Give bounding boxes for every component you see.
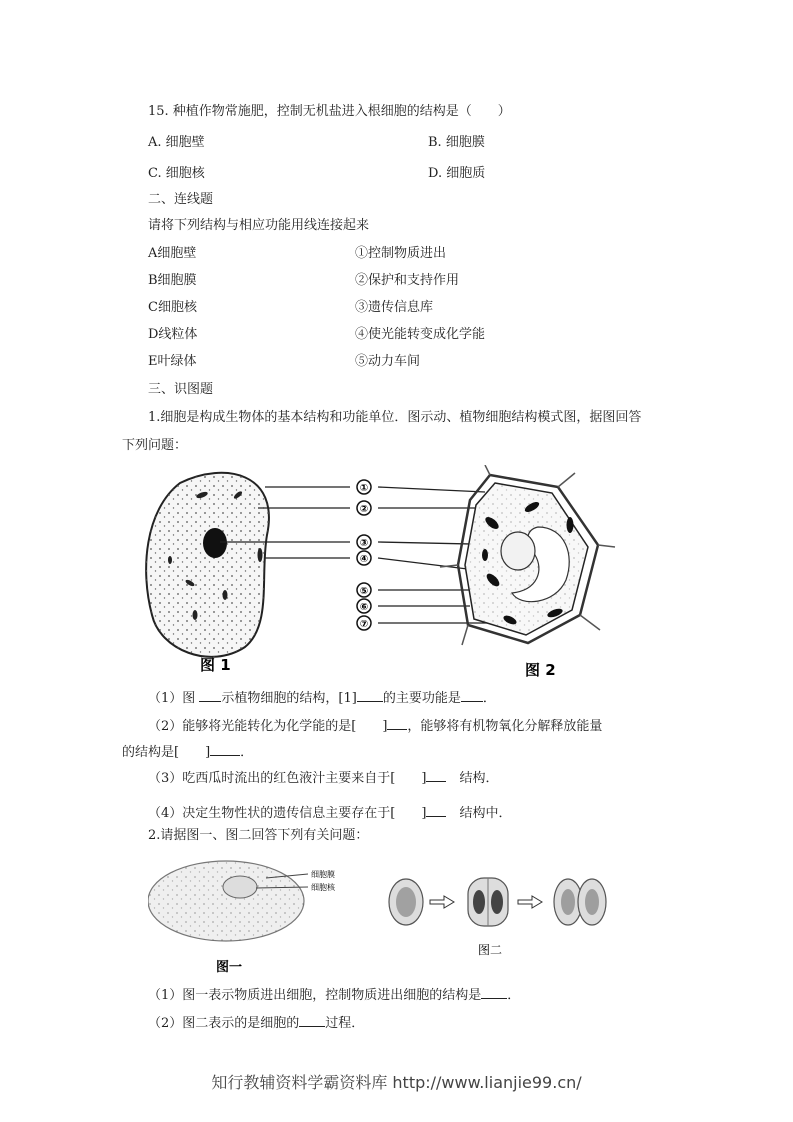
plant-nucleus [501, 532, 535, 570]
arrow-icon [430, 896, 454, 908]
q2-sub1: （1）图一表示物质进出细胞，控制物质进出细胞的结构是 ． [148, 984, 520, 1005]
fig-label-6: ⑥ [359, 602, 369, 613]
blank-1a[interactable] [199, 687, 221, 702]
blank-1c[interactable] [461, 687, 483, 702]
fig-label-3: ③ [359, 538, 369, 549]
option-b: B. 细胞膜 [428, 135, 485, 150]
blank-4[interactable] [426, 802, 446, 817]
option-d: D. 细胞质 [428, 166, 486, 181]
match-left-b: B细胞膜 [148, 273, 197, 288]
fig2-caption: 图 2 [525, 661, 556, 679]
question-15-stem: 15. 种植作物常施肥，控制无机盐进入根细胞的结构是（ ） [148, 104, 511, 119]
q2-text: 2.请据图一、图二回答下列有关问题： [148, 828, 369, 843]
figure-one [148, 856, 348, 976]
figB-caption: 图二 [478, 943, 503, 957]
section3-heading: 三、识图题 [148, 382, 214, 397]
match-right-1: ①控制物质进出 [355, 246, 447, 261]
figure-one-nucleus [223, 876, 257, 898]
fig-label-2: ② [359, 504, 369, 515]
blank-q2-2[interactable] [299, 1012, 325, 1027]
sub4: （4）决定生物性状的遗传信息主要存在于[ ] 结构中． [148, 802, 511, 823]
match-right-2: ②保护和支持作用 [355, 273, 460, 288]
figure-two [378, 864, 618, 959]
blank-2b[interactable] [210, 741, 240, 756]
sub1: （1）图 示植物细胞的结构，[1] 的主要功能是 ． [148, 687, 496, 708]
option-a: A. 细胞壁 [148, 135, 205, 150]
animal-nucleus [203, 528, 227, 558]
match-right-5: ⑤动力车间 [355, 354, 421, 369]
fig-label-7: ⑦ [359, 619, 369, 630]
match-left-d: D线粒体 [148, 327, 198, 342]
q2-sub2: （2）图二表示的是细胞的 过程． [148, 1012, 364, 1033]
figA-label-nucleus: 细胞核 [311, 883, 335, 892]
blank-3[interactable] [426, 767, 446, 782]
sub2-line1: （2）能够将光能转化为化学能的是[ ] ，能够将有机物氧化分解释放能量 [148, 715, 602, 736]
blank-2a[interactable] [387, 715, 407, 730]
match-right-3: ③遗传信息库 [355, 300, 434, 315]
fig-label-5: ⑤ [359, 586, 369, 597]
match-left-a: A细胞壁 [148, 246, 197, 261]
figA-label-membrane: 细胞膜 [311, 870, 335, 879]
match-left-e: E叶绿体 [148, 354, 197, 369]
blank-1b[interactable] [357, 687, 383, 702]
sub2-line2: 的结构是[ ] ． [122, 741, 253, 762]
fig-label-1: ① [359, 483, 369, 494]
q1-text-line1: 1.细胞是构成生物体的基本结构和功能单位．图示动、植物细胞结构模式图，据图回答 [148, 410, 642, 425]
match-right-4: ④使光能转变成化学能 [355, 327, 486, 342]
section2-heading: 二、连线题 [148, 192, 214, 207]
match-left-c: C细胞核 [148, 300, 197, 315]
figA-caption: 图一 [216, 960, 243, 975]
fig-label-4: ④ [359, 554, 369, 565]
blank-q2-1[interactable] [481, 984, 507, 999]
sub3: （3）吃西瓜时流出的红色液汁主要来自于[ ] 结构． [148, 767, 498, 788]
arrow-icon [518, 896, 542, 908]
option-c: C. 细胞核 [148, 166, 205, 181]
fig1-caption: 图 1 [200, 656, 231, 674]
q1-text-line2: 下列问题： [122, 438, 188, 453]
cell-structure-figure [140, 465, 620, 685]
section2-instruction: 请将下列结构与相应功能用线连接起来 [148, 218, 370, 233]
footer-watermark: 知行教辅资料学霸资料库 http://www.lianjie99.cn/ [211, 1073, 582, 1092]
